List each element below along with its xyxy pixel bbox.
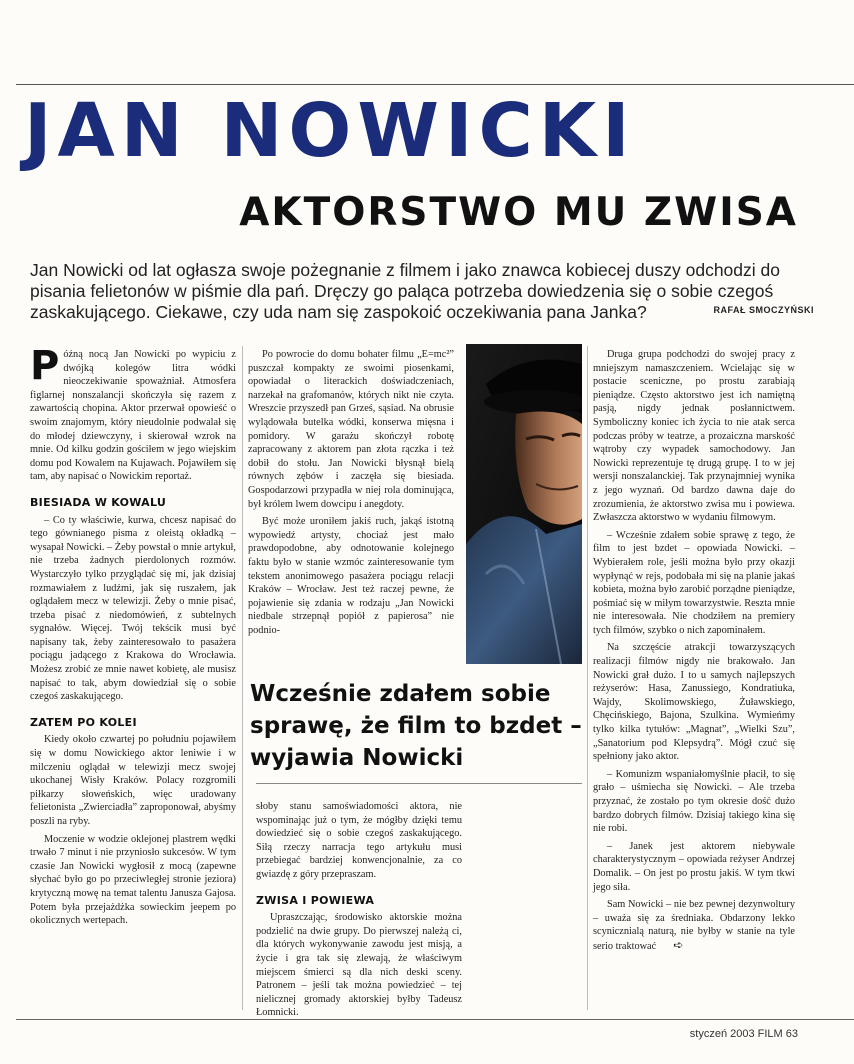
column-1	[30, 343, 236, 932]
column-divider	[587, 346, 588, 1010]
body-paragraph: Druga grupa podchodzi do swojej pracy z mniejszym namaszczeniem. Wcielając się w postacie sceniczne, po prostu zarabiają pieniądze. Często aktorstwo jest ich namiętną pasją, nigdy jednak posłannictwem. Symboliczny koniec ich życia to nie atak serca podczas próby w teatrze, a prozaiczna marskość wątroby czy wypadek samochodowy. Jan Nowicki reprezentuje tę drugą grupę. I to w jej wersji nonszalanckiej. Tak przynajmniej wynika z jego wyznań. Od bardzo dawna daje do zrozumienia, że aktorstwo zwisa mu i powiewa. Zwłaszcza aktorstwo w wydaniu filmowym.	[593, 349, 795, 524]
column-3	[256, 800, 462, 1024]
article-title: JAN NOWICKI	[24, 88, 636, 174]
bottom-rule	[16, 1019, 854, 1020]
continue-arrow-icon: ➪	[673, 937, 684, 952]
body-paragraph: Moczenie w wodzie oklejonej plastrem wędki trwało 7 minut i nie przyniosło sukcesów. W tym czasie Jan Nowicki wygłosił z mocą (zapewne słychać było go po przeciwległej stronie jeziora) krytyczną mowę na temat talentu Janusza Gajosa. Potem była przejażdżka sowieckim jeepem po okolicznych wertepach.	[30, 833, 236, 927]
section-heading-zatem: ZATEM PO KOLEI	[30, 715, 137, 729]
pull-quote-rule	[256, 783, 582, 784]
top-rule	[16, 84, 854, 85]
section-heading-zwisa: ZWISA I POWIEWA	[256, 893, 375, 907]
body-paragraph: Na szczęście atrakcji towarzyszących realizacji filmów nigdy nie brakowało. Jan Nowicki grał dużo. I to u samych najlepszych reżyserów: Hasa, Zanussiego, Kondratiuka, Wajdy, Skolimowskiego, Żuławskiego, Chęcińskiego, Bajona, Szulkina. Wymieńmy tylko kilka tytułów: „Magnat”, „Wielki Szu”, „Sanatorium pod Klepsydrą”. Mógł czuć się spełniony jako aktor.	[593, 642, 795, 763]
portrait-image	[466, 344, 582, 664]
body-paragraph: słoby stanu samoświadomości aktora, nie wspominając już o tym, że mógłby dzięki temu dowiedzieć się o sobie czegoś zaskakującego. Siłą rzeczy narracja tego artykułu musi przebiegać bardziej konwencjonalnie, za co gwiazdę z góry przepraszam.	[256, 801, 462, 880]
body-paragraph: Sam Nowicki – nie bez pewnej dezynwoltury – uważa się za średniaka. Obdarzony lekko scynicznialą naturą, nie byłby w stanie na tyle serio traktować ➪	[593, 899, 795, 952]
article-subtitle: AKTORSTWO MU ZWISA	[239, 190, 798, 235]
opening-paragraph: Późną nocą Jan Nowicki po wypiciu z dwójką kolegów litra wódki nieoczekiwanie spoważniał. Atmosfera figlarnej nonszalancji skończyła się razem z zawartością chopina. Aktor przerwał opowieść o swoim znajomym, który nieudolnie podwalał się do młodej dziewczyny, i skierował wzrok na mnie. Od kilku godzin gościłem w jego wiejskim domu pod Kowalem na Kujawach. Pojawiłem się tam, aby napisać o Nowickim reportaż.	[30, 343, 236, 483]
lead-paragraph: Jan Nowicki od lat ogłasza swoje pożegnanie z filmem i jako znawca kobiecej duszy odchodzi do pisania felietonów w piśmie dla pań. Dręczy go paląca potrzeba dowiedzenia się o sobie czegoś zaskakującego. Ciekawe, czy uda nam się zaspokoić oczekiwania pana Janka?	[30, 260, 780, 322]
column-2	[248, 348, 454, 641]
body-paragraph: – Co ty właściwie, kurwa, chcesz napisać do tego gównianego pisma z oleistą okładką – wysapał Nowicki. – Żeby powstał o mnie artykuł, nie trzeba żadnych pierdolonych rozmów. Wystarczyło tylko przyglądać się mi, jak dzisiaj rozmawiałem z ludźmi, jak się ruszałem, jak oglądałem mecz w telewizji. Żeby o mnie pisać, trzeba pisać z niedomówień, z subtelnych sygnałów. Więcej. Twój tekścik musi być napisany tak, żeby zainteresowało to pasażera pociągu jadącego z Krakowa do Wrocławia. Możesz zrobić ze mnie nawet kobietę, ale musisz napisać to tak, abym dowiedział się o sobie czegoś zaskakującego.	[30, 514, 236, 703]
body-paragraph: – Janek jest aktorem niebywale charakterystycznym – opowiada reżyser Andrzej Domalik. – On jest po prostu jakiś. W tym tkwi jego siła.	[593, 840, 795, 893]
author-byline: RAFAŁ SMOCZYŃSKI	[713, 305, 814, 315]
drop-cap: P	[30, 343, 60, 389]
actor-portrait-photo	[466, 344, 582, 664]
pull-quote: Wcześnie zdałem sobie sprawę, że film to bzdet – wyjawia Nowicki	[250, 681, 582, 771]
body-paragraph: Kiedy około czwartej po południu pojawiłem się w domu Nowickiego aktor leniwie i w milczeniu oglądał w telewizji mecz swojej ukochanej Wisły Kraków. Polacy rozgromili piłkarzy słoweńskich, więc uradowany felietonista „Zwierciadła” zaproponował, abyśmy poszli na ryby.	[30, 734, 236, 827]
body-paragraph: – Komunizm wspaniałomyślnie płacił, to się grało – uśmiecha się Nowicki. – Ale trzeba przyznać, że zostało po tym okresie dość dużo bardzo dobrych filmów. Dzisiaj takiego kina się nie robi.	[593, 768, 795, 835]
column-4	[593, 348, 795, 958]
page-footer: styczeń 2003 FILM 63	[689, 1028, 798, 1040]
body-paragraph: – Wcześnie zdałem sobie sprawę z tego, że film to jest bzdet – opowiada Nowicki. – Wybierałem role, jeśli można było przy okazji wypłynąć w rejs, podobała mi się na planie jakaś kobieta, można było zarobić porządne pieniądze, pośmiać się w miłym towarzystwie. Reszta mnie nie interesowała. Nie chodziłem na premiery tych filmów, szybko o nich zapominałem.	[593, 529, 795, 636]
section-heading-biesiada: BIESIADA W KOWALU	[30, 495, 167, 509]
body-paragraph: Upraszczając, środowisko aktorskie można podzielić na dwie grupy. Do pierwszej należą ci, dla których wykonywanie zawodu jest misją, a życie i gra tak się zlewają, że właściwym miejscem śmierci są dla nich deski sceny. Patronem – jeśli tak można powiedzieć – tej nielicznej gromady aktorskiej byłby Tadeusz Łomnicki.	[256, 912, 462, 1019]
body-paragraph: Być może uroniłem jakiś ruch, jakąś istotną wypowiedź artysty, chociaż jest mało prawdopodobne, aby odnotowanie kolejnego faktu było w stanie wzmóc zainteresowanie tym tekstem anonimowego pasażera pociągu relacji Kraków – Wrocław. Jest też raczej pewne, że pojawienie się zdania w rodzaju „Jan Nowicki niedbale strzepnął popiół z papierosa” nie podnio-	[248, 516, 454, 636]
column-divider	[242, 346, 243, 1010]
body-paragraph: Po powrocie do domu bohater filmu „E=mc²” puszczał kompakty ze swoimi piosenkami, opowiadał o literackich doświadczeniach, narzekał na grafomanów, których nikt nie czyta. Wreszcie przyszedł pan Grześ, sąsiad. Na obrusie wylądowała butelka wódki, konserwa mięsna i pomidory. W garażu skończył robotę zapracowany z aktorem pan złota rączka i też dobił do stołu. Jan Nowicki błysnął bielą równych zębów i zaczęła się biesiada. Gospodarzowi przypadła w niej rola dominująca, był królem lwem dowcipu i anegdoty.	[248, 349, 454, 510]
